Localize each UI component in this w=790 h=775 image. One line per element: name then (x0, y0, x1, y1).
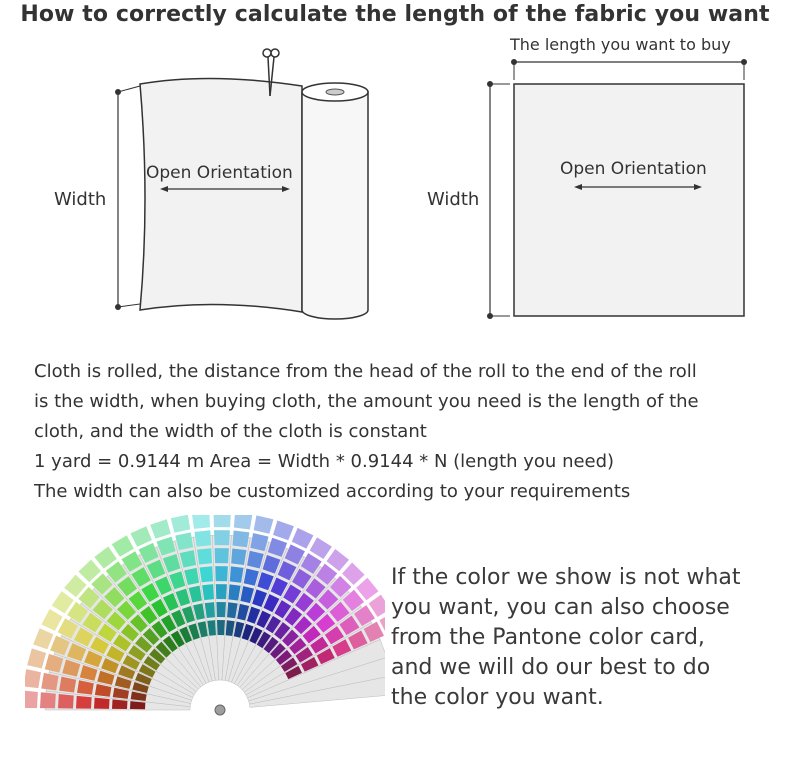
color-swatch (254, 515, 274, 533)
roll-core (326, 89, 344, 95)
color-swatch (171, 515, 191, 533)
color-swatch (231, 548, 246, 565)
description-line: 1 yard = 0.9144 m Area = Width * 0.9144 * N (length you need) (34, 451, 615, 472)
color-swatch (52, 591, 74, 613)
pantone-note-line: the color you want. (391, 685, 604, 710)
right-orientation-label: Open Orientation (560, 159, 707, 179)
color-swatch (216, 584, 227, 599)
description-line: The width can also be customized according to your requirements (34, 481, 631, 502)
color-swatch (214, 530, 230, 545)
flat-fabric-diagram (427, 35, 747, 319)
page-title: How to correctly calculate the length of the fabric you want (20, 2, 770, 27)
color-swatch (234, 515, 252, 529)
color-swatch (192, 515, 210, 529)
description-line: is the width, when buying cloth, the amount you need is the length of the (34, 391, 699, 412)
pantone-note (391, 563, 781, 713)
length-label: The length you want to buy (510, 35, 731, 54)
color-swatch (41, 609, 62, 631)
flat-fabric-sheet (514, 84, 744, 316)
color-swatch (76, 696, 92, 709)
fabric-description (34, 357, 764, 507)
left-orientation-label: Open Orientation (146, 163, 293, 183)
color-swatch (150, 519, 171, 538)
fabric-sheet (140, 78, 302, 312)
description-line: Cloth is rolled, the distance from the head of the roll to the end of the roll (34, 361, 697, 382)
color-swatch (292, 528, 314, 549)
right-width-label: Width (427, 189, 480, 210)
color-swatch (217, 620, 225, 635)
color-swatch (130, 526, 151, 547)
color-swatch (273, 521, 294, 541)
pantone-note-line: you want, you can also choose (391, 595, 730, 620)
color-swatch (194, 530, 211, 546)
color-swatch (40, 692, 56, 708)
color-swatch (112, 699, 127, 709)
color-swatch (94, 698, 110, 709)
color-swatch (25, 669, 41, 688)
color-swatch (27, 648, 46, 668)
color-swatch (216, 602, 226, 617)
pantone-note-line: and we will do our best to do (391, 655, 711, 680)
color-swatch (41, 673, 58, 690)
pantone-note-line: If the color we show is not what (391, 565, 741, 590)
color-swatch (230, 566, 244, 582)
fabric-roll (302, 92, 368, 319)
pantone-color-fan-image (25, 515, 385, 765)
color-swatch (33, 628, 53, 649)
description-line: cloth, and the width of the cloth is constant (34, 421, 427, 442)
fan-pivot (215, 705, 225, 715)
pantone-note-line: from the Pantone color card, (391, 625, 705, 650)
color-swatch (58, 694, 74, 708)
left-width-label: Width (54, 189, 107, 210)
rolled-fabric-diagram (54, 49, 368, 319)
fabric-diagrams (0, 0, 790, 340)
color-swatch (215, 566, 228, 581)
color-swatch (213, 515, 230, 527)
color-swatch (25, 691, 38, 709)
color-swatch (200, 566, 213, 582)
color-swatch (310, 537, 332, 559)
color-swatch (233, 531, 250, 548)
color-swatch (215, 548, 229, 563)
color-swatch (112, 535, 134, 556)
color-swatch (197, 548, 212, 564)
